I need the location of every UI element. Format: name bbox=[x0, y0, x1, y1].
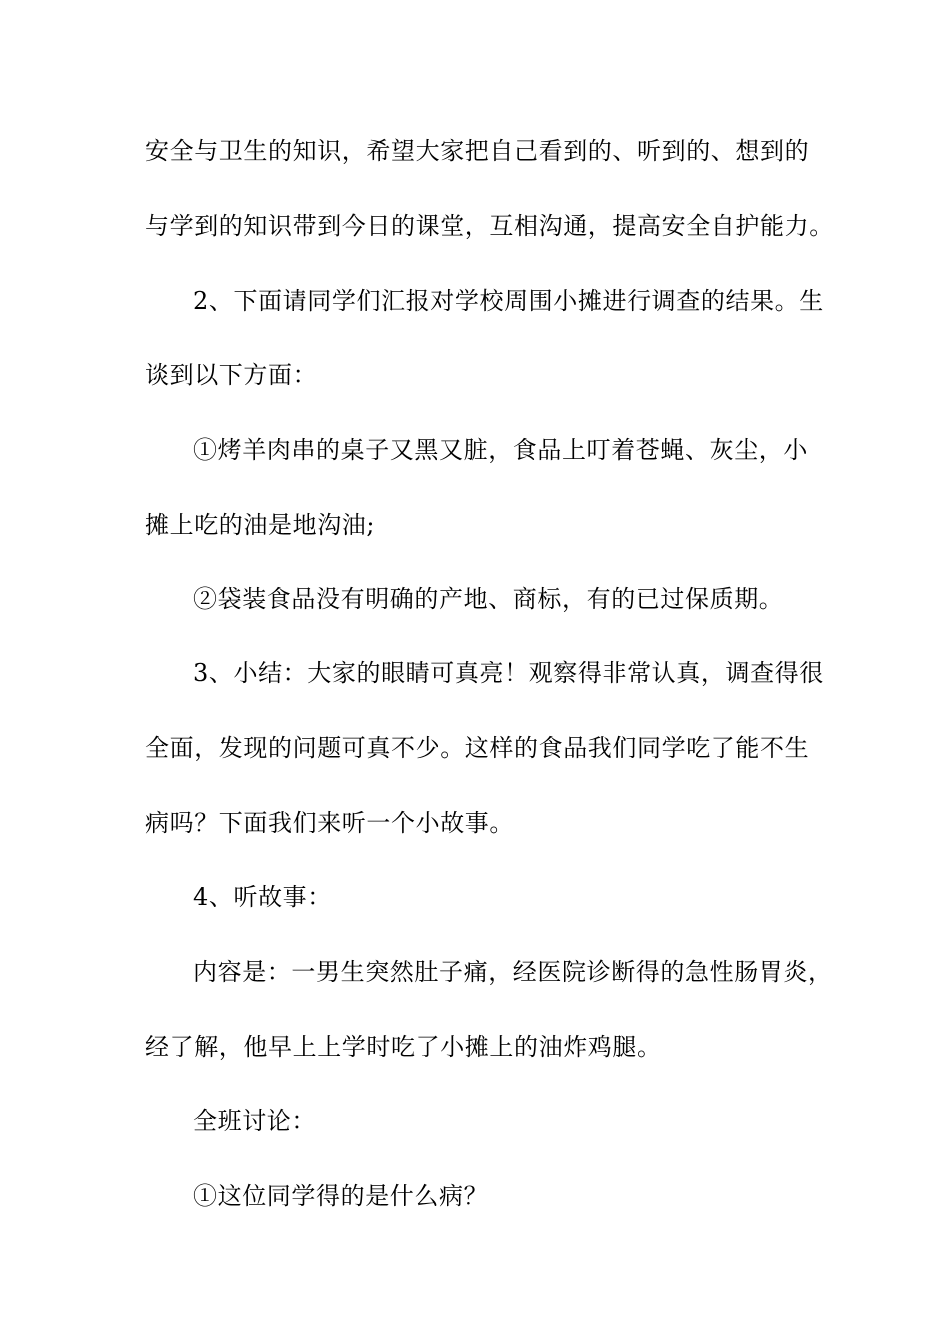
paragraph-line: 谈到以下方面： bbox=[145, 361, 318, 389]
paragraph-line: ①这位同学得的是什么病？ bbox=[193, 1182, 489, 1210]
paragraph-line: ②袋装食品没有明确的产地、商标，有的已过保质期。 bbox=[193, 585, 784, 613]
paragraph-line: 4、听故事： bbox=[193, 883, 332, 911]
paragraph-line: 经了解，他早上上学时吃了小摊上的油炸鸡腿。 bbox=[145, 1033, 662, 1061]
paragraph-line: 3、小结：大家的眼睛可真亮！观察得非常认真，调查得很 bbox=[193, 659, 824, 687]
paragraph-line: 2、下面请同学们汇报对学校周围小摊进行调查的结果。生 bbox=[193, 287, 824, 315]
paragraph-line: 内容是：一男生突然肚子痛，经医院诊断得的急性肠胃炎， bbox=[193, 958, 833, 986]
paragraph-line: 病吗？下面我们来听一个小故事。 bbox=[145, 809, 514, 837]
paragraph-line: 全班讨论： bbox=[193, 1107, 316, 1135]
paragraph-line: 安全与卫生的知识，希望大家把自己看到的、听到的、想到的 bbox=[145, 137, 810, 165]
paragraph-line: 与学到的知识带到今日的课堂，互相沟通，提高安全自护能力。 bbox=[145, 212, 834, 240]
paragraph-line: 摊上吃的油是地沟油; bbox=[145, 511, 376, 539]
paragraph-line: ①烤羊肉串的桌子又黑又脏，食品上叮着苍蝇、灰尘，小 bbox=[193, 436, 808, 464]
paragraph-line: 全面，发现的问题可真不少。这样的食品我们同学吃了能不生 bbox=[145, 734, 810, 762]
